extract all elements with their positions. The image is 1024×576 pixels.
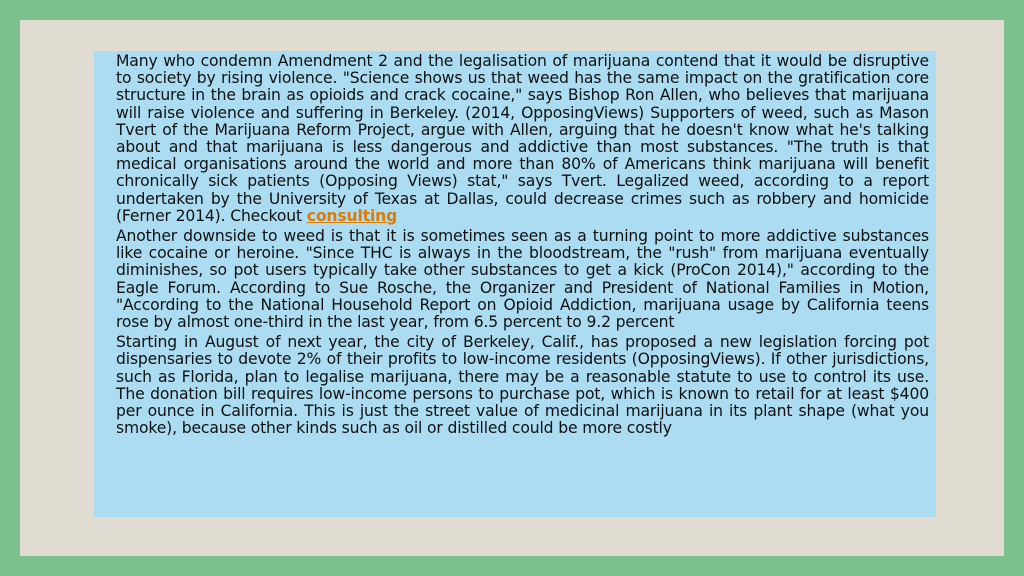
paragraph-1	[116, 53, 929, 225]
consulting-link[interactable]: consulting	[306, 206, 398, 225]
paragraph-3	[116, 334, 929, 437]
slide-text-box	[94, 51, 936, 517]
paragraph-2-text: Another downside to weed is that it is sometimes seen as a turning point to more addictive substances like cocaine or heroine. "Since THC is always in the bloodstream, the "rush" from marijuana eventually diminishes, so pot users typically take other substances to get a kick (ProCon 2014)," according to the Eagle Forum. According to Sue Rosche, the Organizer and President of National Families in Motion, "According to the National Household Report on Opioid Addiction, marijuana usage by California teens rose by almost one-third in the last year, from 6.5 percent to 9.2 percent	[116, 227, 929, 332]
paragraph-1-text: Many who condemn Amendment 2 and the legalisation of marijuana contend that it would be disruptive to society by rising violence. "Science shows us that weed has the same impact on the gratification core structure in the brain as opioids and crack cocaine," says Bishop Ron Allen, who believes that marijuana will raise violence and suffering in Berkeley. (2014, OpposingViews) Supporters of weed, such as Mason Tvert of the Marijuana Reform Project, argue with Allen, arguing that he doesn't know what he's talking about and that marijuana is less dangerous and addictive than most substances. "The truth is that medical organisations around the world and more than 80% of Americans think marijuana will benefit chronically sick patients (Opposing Views) stat," says Tvert. Legalized weed, according to a report undertaken by the University of Texas at Dallas, could decrease crimes such as robbery and homicide (Ferner 2014). Checkout	[116, 52, 929, 225]
paragraph-2	[116, 228, 929, 331]
paragraph-3-text: Starting in August of next year, the city of Berkeley, Calif., has proposed a new legislation forcing pot dispensaries to devote 2% of their profits to low-income residents (OpposingViews). If other jurisdictions, such as Florida, plan to legalise marijuana, there may be a reasonable statute to use to control its use. The donation bill requires low-income persons to purchase pot, which is known to retail for at least $400 per ounce in California. This is just the street value of medicinal marijuana in its plant shape (what you smoke), because other kinds such as oil or distilled could be more costly	[116, 333, 929, 438]
